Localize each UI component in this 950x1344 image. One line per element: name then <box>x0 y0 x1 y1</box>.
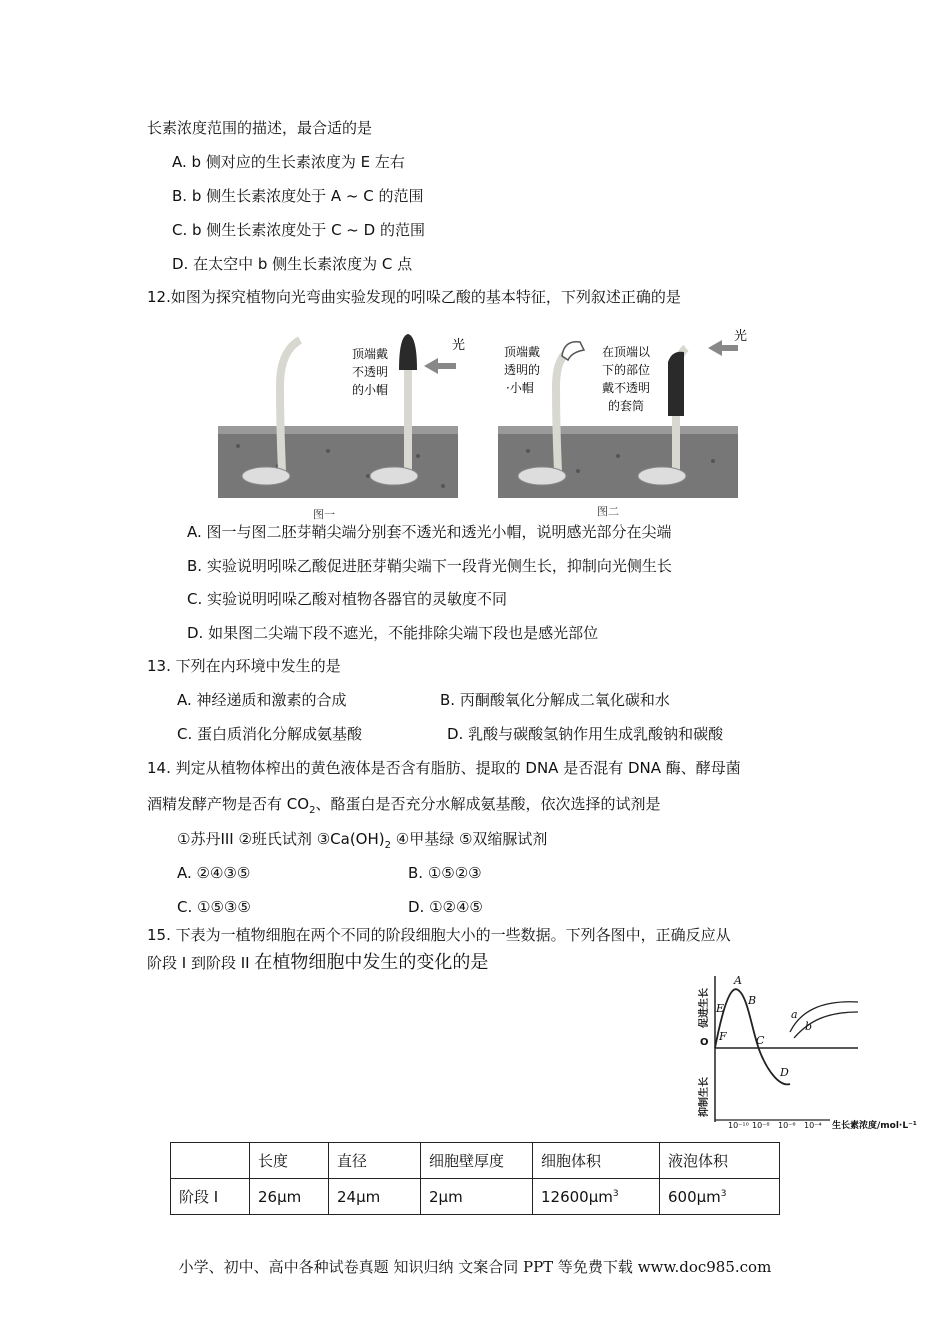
q14-option-b: B. ①⑤②③ <box>408 864 482 882</box>
table-header-cell: 细胞体积 <box>533 1143 660 1179</box>
table-cell: $600\mu m^3$ <box>660 1179 780 1215</box>
tick-3: 10⁻⁶ <box>778 1121 796 1130</box>
light-label: 光 <box>452 338 466 353</box>
fig2-left-1: 顶端戴 <box>504 345 541 359</box>
fig1-label-3: 的小帽 <box>352 383 389 397</box>
figure-two <box>498 326 748 498</box>
tick-1: 10⁻¹⁰ <box>728 1121 749 1130</box>
fig1-label-1: 顶端戴 <box>352 347 389 361</box>
table-cell: 阶段 I <box>171 1179 250 1215</box>
q12-option-b: B. 实验说明吲哚乙酸促进胚芽鞘尖端下一段背光侧生长，抑制向光侧生长 <box>187 557 672 575</box>
q14-option-d: D. ①②④⑤ <box>408 898 483 916</box>
seed-left <box>242 467 290 485</box>
fig2-left-2: 透明的 <box>504 363 541 377</box>
q14-stem-line2: 酒精发酵产物是否有 $CO_2$、酪蛋白是否充分水解成氨基酸，依次选择的试剂是 <box>147 795 661 816</box>
soil <box>498 428 738 498</box>
q14-stem-line1: 14. 判定从植物体榨出的黄色液体是否含有脂肪、提取的 DNA 是否混有 DNA 酶、酵母菌 <box>147 759 741 777</box>
table-header-cell: 液泡体积 <box>660 1143 780 1179</box>
q14-option-c: C. ①⑤③⑤ <box>177 898 251 916</box>
seed-right <box>638 467 686 485</box>
point-e: E <box>716 1002 725 1015</box>
fig2-right-3: 戴不透明 <box>602 381 651 395</box>
x-axis-label: 生长素浓度/mol·L⁻¹ <box>832 1121 917 1131</box>
zero-label: O <box>700 1037 709 1048</box>
q14-option-a: A. ②④③⑤ <box>177 864 251 882</box>
point-f: F <box>719 1030 727 1043</box>
soil <box>218 428 458 498</box>
q15-stem-line2: 阶段 I 到阶段 II 在植物细胞中发生的变化的是 <box>147 952 489 973</box>
light-label: 光 <box>734 329 748 344</box>
table-header-cell: 长度 <box>250 1143 329 1179</box>
cell-size-table <box>170 1142 780 1215</box>
opaque-sleeve <box>668 352 684 416</box>
tick-2: 10⁻⁸ <box>752 1121 770 1130</box>
table-cell: 26μm <box>250 1179 329 1215</box>
page-footer: 小学、初中、高中各种试卷真题 知识归纳 文案合同 PPT 等免费下载 www.doc985.com <box>178 1258 772 1276</box>
q11-option-d: D. 在太空中 b 侧生长素浓度为 C 点 <box>172 255 413 273</box>
table-header-cell: 细胞壁厚度 <box>421 1143 533 1179</box>
fig2-right-1: 在顶端以 <box>602 345 651 359</box>
q11-option-b: B. b 侧生长素浓度处于 A ~ C 的范围 <box>172 187 424 205</box>
fig2-right-4: 的套筒 <box>608 399 645 413</box>
figure-two-caption: 图二 <box>597 505 619 518</box>
table-cell: 2μm <box>421 1179 533 1215</box>
q12-option-c: C. 实验说明吲哚乙酸对植物各器官的灵敏度不同 <box>187 590 508 608</box>
figure-one <box>218 326 466 498</box>
q11-option-c: C. b 侧生长素浓度处于 C ~ D 的范围 <box>172 221 425 239</box>
q12-stem: 12.如图为探究植物向光弯曲实验发现的吲哚乙酸的基本特征，下列叙述正确的是 <box>147 288 681 306</box>
q13-option-b: B. 丙酮酸氧化分解成二氧化碳和水 <box>440 691 670 709</box>
fig2-right-2: 下的部位 <box>602 363 651 377</box>
table-header-cell: 直径 <box>329 1143 421 1179</box>
fig1-label-2: 不透明 <box>352 365 389 379</box>
table-cell: $12600\mu m^3$ <box>533 1179 660 1215</box>
q13-option-a: A. 神经递质和激素的合成 <box>177 691 347 709</box>
q14-reagents: ①苏丹III ②班氏试剂 $③Ca(OH)_2$ ④甲基绿 ⑤双缩脲试剂 <box>177 830 548 851</box>
curve-label-b: b <box>805 1020 813 1033</box>
q12-option-d: D. 如果图二尖端下段不遮光，不能排除尖端下段也是感光部位 <box>187 624 599 642</box>
table-header-cell <box>171 1143 250 1179</box>
opaque-cap <box>399 334 417 370</box>
y-label-promote: 促进生长 <box>699 988 710 1028</box>
y-label-inhibit: 抑制生长 <box>699 1077 710 1117</box>
table-cell: 24μm <box>329 1179 421 1215</box>
point-d: D <box>780 1066 789 1079</box>
tick-4: 10⁻⁴ <box>804 1121 822 1130</box>
point-a: A <box>734 974 742 987</box>
q13-option-d: D. 乳酸与碳酸氢钠作用生成乳酸钠和碳酸 <box>447 725 724 743</box>
table-header-row <box>171 1143 780 1179</box>
point-b: B <box>748 994 757 1007</box>
auxin-concentration-graph <box>690 972 935 1130</box>
q13-option-c: C. 蛋白质消化分解成氨基酸 <box>177 725 363 743</box>
curve-label-a: a <box>791 1008 798 1021</box>
figure-one-caption: 图一 <box>313 508 335 521</box>
seed-left <box>518 467 566 485</box>
q12-option-a: A. 图一与图二胚芽鞘尖端分别套不透光和透光小帽，说明感光部分在尖端 <box>187 523 672 541</box>
seed-right <box>370 467 418 485</box>
transparent-cap <box>562 342 584 360</box>
q11-stem-end: 长素浓度范围的描述，最合适的是 <box>147 119 373 137</box>
light-arrow <box>424 358 438 374</box>
light-arrow <box>708 340 722 356</box>
table-row <box>171 1179 780 1215</box>
q11-option-a: A. b 侧对应的生长素浓度为 E 左右 <box>172 153 405 171</box>
q13-stem: 13. 下列在内环境中发生的是 <box>147 657 341 675</box>
fig2-left-3: ·小帽 <box>506 381 534 395</box>
q15-stem-line1: 15. 下表为一植物细胞在两个不同的阶段细胞大小的一些数据。下列各图中，正确反应从 <box>147 926 731 944</box>
point-c: C <box>756 1034 765 1047</box>
